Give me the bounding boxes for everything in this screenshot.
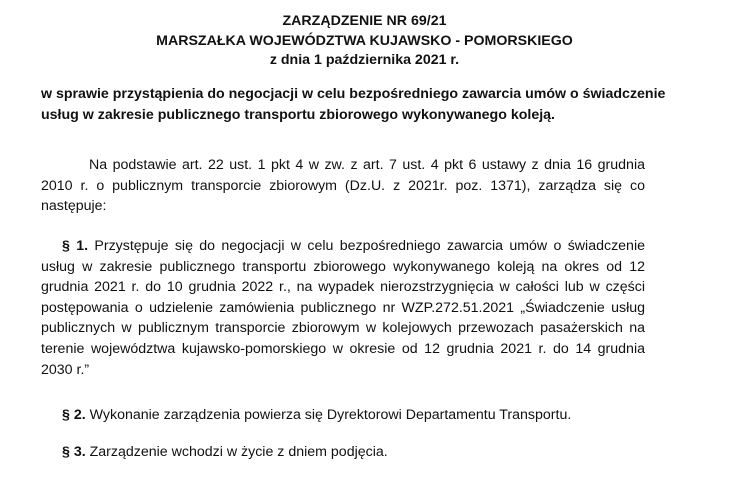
section-2-number: § 2. [62, 407, 86, 423]
section-3 [62, 442, 652, 463]
legal-basis-paragraph: Na podstawie art. 22 ust. 1 pkt 4 w zw. z art. 7 ust. 4 pkt 6 ustawy z dnia 16 grudnia 2010 r. o publicznym transporcie zbiorowym (Dz.U. z 2021r. poz. 1371), zarządza się co następuje: [41, 157, 645, 215]
ordinance-number: ZARZĄDZENIE NR 69/21 [282, 13, 447, 29]
issuer-title: MARSZAŁKA WOJEWÓDZTWA KUJAWSKO - POMORSKIEGO [156, 32, 573, 49]
document-header [0, 12, 729, 71]
section-1 [41, 236, 645, 380]
section-3-text: Zarządzenie wchodzi w życie z dniem podjęcia. [89, 444, 388, 460]
section-1-text: Przystępuje się do negocjacji w celu bezpośredniego zawarcia umów o świadczenie usług w zakresie publicznego transportu zbiorowego wykonywanego koleją na okres od 12 grudnia 2021 r. do 10 grudnia 2022 r., na wypadek nierozstrzygnięcia w całości lub w części postępowania o udzielenie zamówienia publicznego nr WZP.272.51.2021 „Świadczenie usług publicznych w publicznym transporcie zbiorowym w kolejowych przewozach pasażerskich na terenie województwa kujawsko-pomorskiego w okresie od 12 grudnia 2021 r. do 14 grudnia 2030 r.” [41, 238, 645, 378]
section-1-number: § 1. [62, 238, 89, 254]
section-2-text: Wykonanie zarządzenia powierza się Dyrektorowi Departamentu Transportu. [89, 407, 572, 423]
section-2 [62, 405, 652, 426]
section-3-number: § 3. [62, 444, 86, 460]
ordinance-subject: w sprawie przystąpienia do negocjacji w celu bezpośredniego zawarcia umów o świadczenie usług w zakresie publicznego transportu zbiorowego wykonywanego koleją. [41, 86, 666, 123]
ordinance-date: z dnia 1 października 2021 r. [269, 52, 460, 68]
